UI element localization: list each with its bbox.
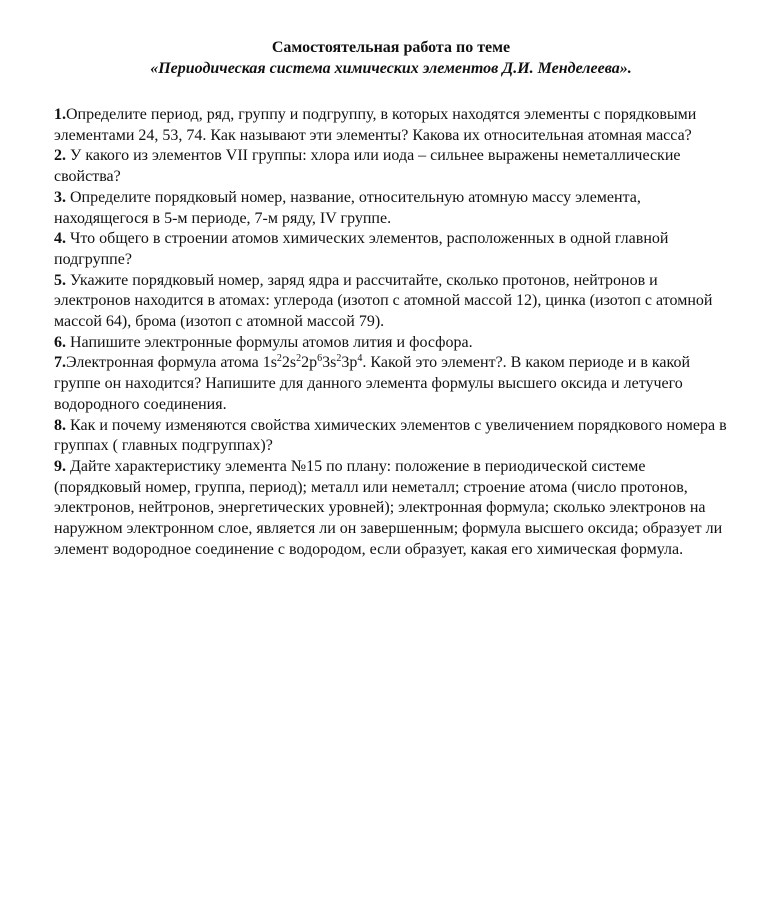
orbital: 1s (262, 354, 277, 372)
task-3 (54, 188, 728, 229)
document-subtitle: «Периодическая система химических элементов Д.И. Менделеева». (150, 60, 632, 77)
task-6 (54, 333, 728, 354)
task-2 (54, 146, 728, 187)
electron-count: 2 (336, 353, 342, 365)
task-text: Определите период, ряд, группу и подгруппу, в которых находятся элементы с порядковыми элементами 24, 53, 74. Как называют эти элементы? Какова их относительная атомная масса? (54, 106, 697, 144)
task-8 (54, 416, 728, 457)
task-7 (54, 353, 728, 415)
task-text: Что общего в строении атомов химических элементов, расположенных в одной главной подгруппе? (54, 230, 669, 268)
electron-count: 2 (276, 353, 282, 365)
task-number: 8. (54, 416, 66, 434)
task-5 (54, 271, 728, 333)
task-text: Укажите порядковый номер, заряд ядра и рассчитайте, сколько протонов, нейтронов и электронов находится в атомах: углерода (изотоп с атомной массой 12), цинка (изотоп с атомной массой 64), брома (изотоп с атомной массой 79). (54, 271, 713, 331)
task-number: 6. (54, 333, 66, 351)
orbital: 3p (341, 354, 358, 372)
task-1 (54, 105, 728, 146)
task-4 (54, 229, 728, 270)
electron-count: 4 (357, 353, 363, 365)
document-title: Самостоятельная работа по теме (271, 39, 511, 56)
task-text-after: . Какой это элемент?. В каком периоде и в какой группе он находится? Напишите для данного элемента формулы высшего оксида и летучего водородного соединения. (54, 354, 691, 413)
task-number: 5. (54, 271, 66, 289)
task-9 (54, 457, 728, 561)
task-number: 1. (54, 106, 66, 123)
task-text-before: Электронная формула атома (66, 354, 263, 372)
task-text: Определите порядковый номер, название, относительную атомную массу элемента, находящегося в 5-м периоде, 7-м ряду, IV группе. (54, 188, 641, 227)
task-number: 2. (54, 147, 66, 165)
task-number: 4. (54, 230, 66, 248)
task-list (54, 105, 728, 560)
electron-formula (263, 354, 363, 371)
task-text: Как и почему изменяются свойства химических элементов с увеличением порядкового номера в группах ( главных подгруппах)? (54, 416, 727, 455)
task-text: Напишите электронные формулы атомов лития и фосфора. (66, 333, 473, 351)
electron-count: 6 (317, 353, 323, 365)
task-text: У какого из элементов VII группы: хлора или иода – сильнее выражены неметаллические свойства? (54, 147, 681, 186)
electron-count: 2 (296, 353, 302, 365)
task-number: 7. (54, 354, 66, 372)
orbital: 2s (281, 354, 297, 372)
task-number: 3. (54, 188, 66, 206)
task-number: 9. (54, 457, 66, 475)
orbital: 3s (322, 354, 337, 372)
orbital: 2p (301, 354, 318, 372)
task-text: Дайте характеристику элемента №15 по плану: положение в периодической системе (порядковый номер, группа, период); металл или неметалл; строение атома (число протонов, электронов, нейтронов, энергетических уровней); электронная формула; сколько электронов на наружном электронном слое, является ли он завершенным; формула высшего оксида; образует ли элемент водородное соединение с водородом, если образует, какая его химическая формула. (54, 457, 723, 558)
